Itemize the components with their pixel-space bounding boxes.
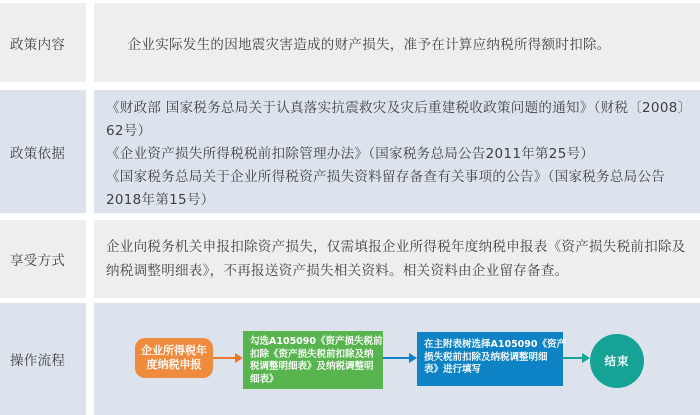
flow-node-end-text: 结束 xyxy=(604,354,630,368)
row-label-text: 享受方式 xyxy=(10,253,66,269)
flow-node-start xyxy=(135,338,213,378)
row-label-policy-content xyxy=(0,3,86,82)
policy-basis-item: 《国家税务总局关于企业所得税资产损失资料留存备查有关事项的公告》（国家税务总局公告2018年第15号） xyxy=(106,169,666,208)
row-label-operation-flow xyxy=(0,303,86,415)
flow-node-start-text: 度纳税申报 xyxy=(146,358,202,371)
policy-content-text: 企业实际发生的因地震灾害造成的财产损失，准予在计算应纳税所得额时扣除。 xyxy=(127,36,611,53)
policy-basis-item: 《企业资产损失所得税税前扣除管理办法》（国家税务总局公告2011年第25号） xyxy=(106,146,595,162)
flow-node-step3-text: 损失税前扣除及纳税调整明细 xyxy=(424,351,548,363)
flow-node-step2-text: 扣除《资产损失税前扣除及纳 xyxy=(250,348,374,360)
flow-node-start-text: 企业所得税年 xyxy=(141,344,207,357)
flow-arrow-icon xyxy=(383,357,409,359)
flow-arrow-icon xyxy=(213,357,235,359)
flow-node-step2-text: 勾选A105090《资产损失税前 xyxy=(250,336,383,347)
operation-flow-cell xyxy=(94,303,700,415)
row-label-text: 操作流程 xyxy=(10,353,66,369)
policy-content-cell xyxy=(94,3,700,82)
flow-node-end xyxy=(590,334,644,388)
flow-node-check-a105090 xyxy=(243,331,383,389)
flow-node-step3-text: 表》进行填写 xyxy=(424,364,482,375)
enjoy-method-cell xyxy=(94,220,700,298)
row-label-text: 政策内容 xyxy=(10,36,66,53)
row-label-text: 政策依据 xyxy=(10,145,66,162)
flow-node-fill-a105090 xyxy=(417,332,567,386)
policy-basis-cell xyxy=(94,90,700,213)
flow-node-step3-text: 在主附表树选择A105090《资产 xyxy=(424,339,567,350)
flow-node-step2-text: 税调整明细表》及纳税调整明 xyxy=(250,361,374,372)
flow-arrow-icon xyxy=(563,357,582,359)
row-label-policy-basis xyxy=(0,90,86,213)
row-label-enjoy-method xyxy=(0,220,86,298)
policy-basis-item: 《财政部 国家税务总局关于认真落实抗震救灾及灾后重建税收政策问题的通知》（财税〔2008〕62号） xyxy=(106,100,685,139)
flow-node-step2-text: 细表》 xyxy=(250,373,279,385)
flowchart xyxy=(94,303,700,415)
enjoy-method-text: 企业向税务机关申报扣除资产损失，仅需填报企业所得税年度纳税申报表《资产损失税前扣除及纳税调整明细表》，不再报送资产损失相关资料。相关资料由企业留存备查。 xyxy=(106,239,686,279)
